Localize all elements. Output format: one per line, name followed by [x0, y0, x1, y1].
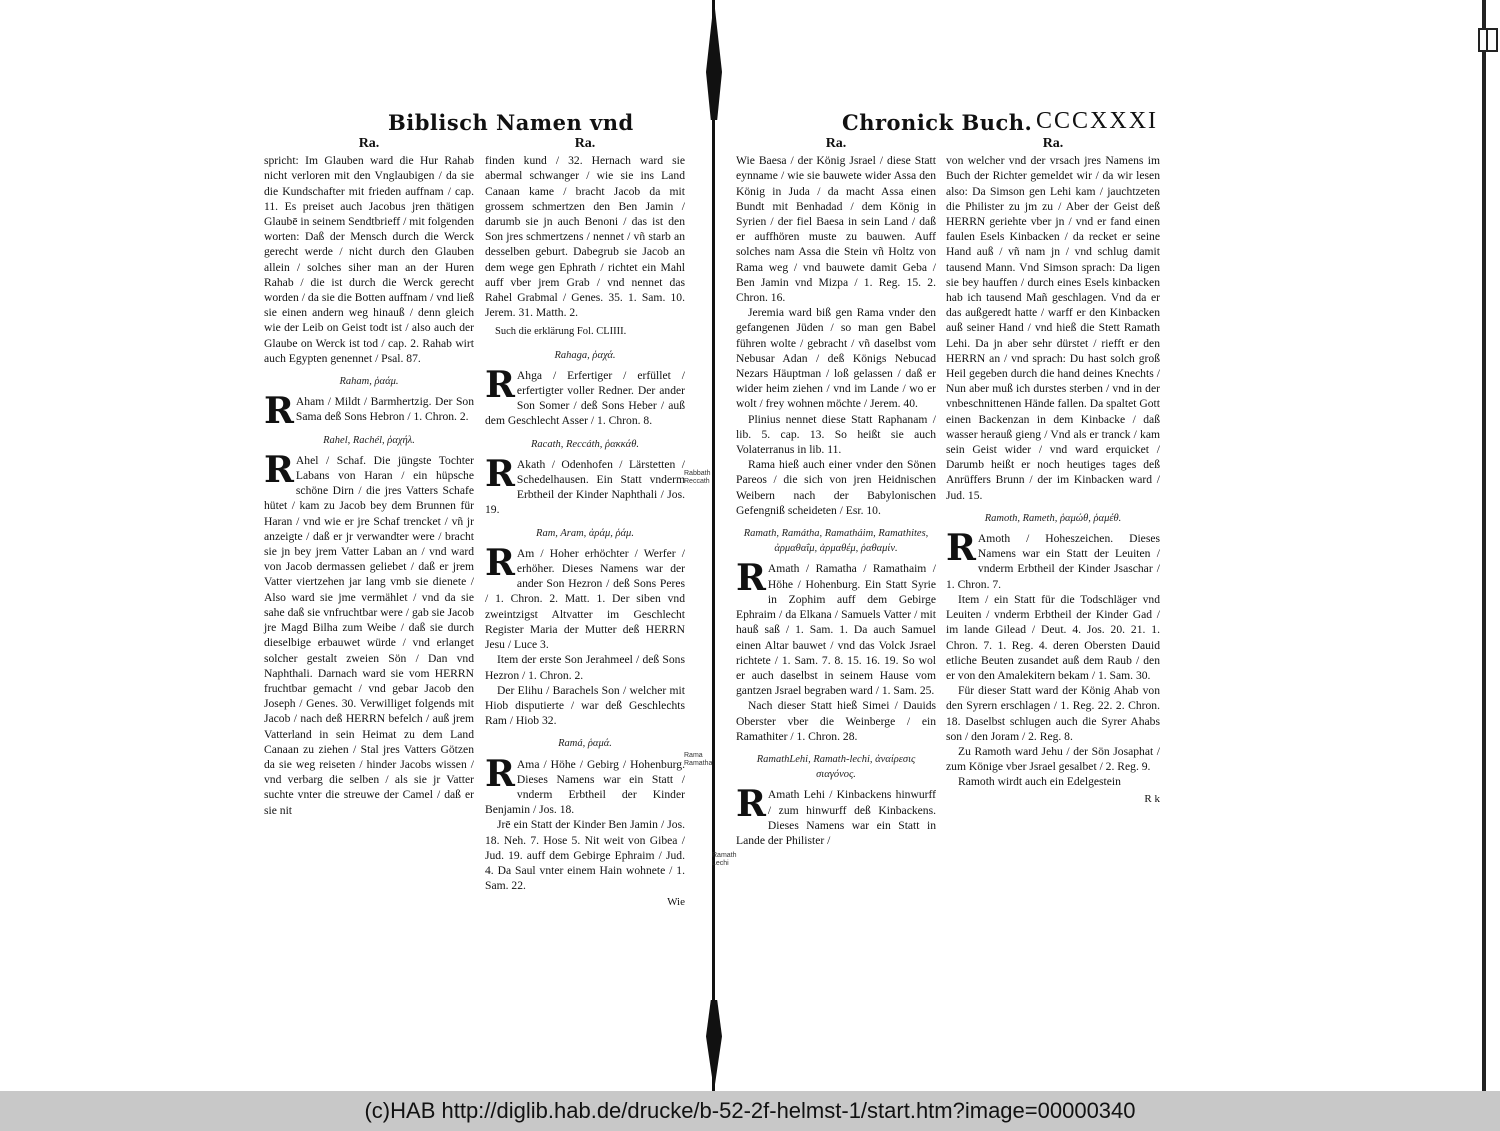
paragraph: von welcher vnd der vrsach jres Namens im Buch der Richter gemeldet wir / da wir lesen also: Da Simson gen Lehi kam / jauchtzeten die Philister zu jm zu / Aber der Geist deß HERRN geriehte vber jn / vnd er fand einen faulen Esels Kinbacken / da recket er seine Hand auß / vñ nam jn / vnd schlug damit tausend Mann. Vnd Simson sprach: Da ligen sie bey hauffen / durch eines Esels kinbacken hab ich tausend Mañ geschlagen. Vnd da er das außgeredt hatte / warff er den Kinbacken auß seiner Hand / vnd hieß die Stett Ramath Lehi. Da jn aber sehr dürstet / riefft er den HERRN an / vnd sprach: Du hast solch groß Heil gegeben durch die hand deines Knechts / Nun aber muß ich durstes sterben / vnd in der vnbeschnittenen Hände fallen. Da spaltet Gott einen Backenzan in dem Kinbacke / daß wasser herauß gieng / Vnd als er tranck / kam sein Geist wider / vnd ward erquicket / Darumb heißt er noch heutiges tages deß Anrüffers Brunn / der im Kinbacken ward / Jud. 15. — [946, 154, 1160, 502]
entry-text: R Amath Lehi / Kinbackens hinwurff / zum hinwurff deß Kinbackens. Dieses Namens war ein Statt in Lande der Philister / — [736, 783, 936, 847]
drop-cap: R — [736, 557, 766, 600]
paragraph: spricht: Im Glauben ward die Hur Rahab nicht verloren mit den Vnglaubigen / da sie die Kundschafter mit frieden auffnam / cap. 11. Es preiset auch Jacobus jren thätigen Glaubē in seinem Sendtbrieff / mit folgenden worten: Daß der Mensch durch die Werck gerecht werde / nicht durch den Glauben allein / solches siher man an der Huren Rahab / die ist durch die Werck gerecht worden / da sie die Botten auffnam / vnd ließ sie einen andern weg hinauß / denn gleich wie der Leib on Geist todt ist / also auch der Glaube on Werck ist tod / cap. 2. Rahab wirt auch Egypten genennet / Psal. 87. — [264, 154, 474, 365]
footer-url-text: (c)HAB http://diglib.hab.de/drucke/b-52-2f-helmst-1/start.htm?image=00000340 — [364, 1098, 1136, 1123]
paragraph: Plinius nennet diese Statt Raphanam / lib. 5. cap. 13. So heißt sie auch Volaterranus in lib. 11. — [736, 412, 936, 457]
column-head: Ra. — [574, 136, 596, 151]
folio-number: CCCXXXI — [1036, 108, 1159, 134]
entry-title: Ramoth, Rameth, ῥαμώθ, ῥαμέθ. — [984, 512, 1122, 524]
column-2 — [485, 136, 685, 911]
margin-note: Rama Ramatha — [684, 752, 713, 767]
paragraph: Nach dieser Statt hieß Simei / Dauids Oberster vber die Weinberge / ein Ramathiter / 1. Chron. 28. — [736, 699, 936, 743]
margin-note: Ramath Lechi — [712, 852, 737, 867]
paragraph: Zu Ramoth ward Jehu / der Sön Josaphat / zum Könige vber Jsrael gesalbet / 2. Reg. 9. — [946, 744, 1160, 774]
paragraph: Rama hieß auch einer vnder den Sönen Pareos / die sich von jren Heidnischen Weibern nach der Babylonischen Gefengniß scheideten / Esr. 10. — [736, 458, 936, 517]
entry-title: RamathLehi, Ramath-lechi, ἀναίρεσις σιαγόνος. — [756, 753, 916, 781]
cross-reference: Such die erklärung Fol. CLIIII. — [495, 326, 627, 338]
entry-text: R Ahga / Erfertiger / erfüllet / erfertigter voller Redner. Der ander Son Somer / deß Sons Heber / auß dem Geschlecht Asser / 1. Chron. 8. — [485, 363, 685, 428]
drop-cap: R — [264, 390, 294, 433]
entry-title: Ramath, Ramátha, Ramatháim, Ramathites, ἀρμαθαΐμ, ἀρμαθέμ, ῥαθαμίν. — [743, 528, 929, 555]
paragraph: Ramoth wirdt auch ein Edelgestein — [958, 775, 1121, 789]
paragraph: Jrē ein Statt der Kinder Ben Jamin / Jos. 18. Neh. 7. Hose 5. Nit weit von Gibea / Jud. 19. auff dem Gebirge Ephraim / Jud. 4. Da Saul vnter einem Hain wohnete / 1. Sam. 22. — [485, 818, 685, 893]
column-3 — [736, 136, 936, 848]
entry-text: R Ahel / Schaf. Die jüngste Tochter Labans von Haran / ein hüpsche schöne Dirn / die jres Vatters Schafe hütet / kam zu Jacob bey dem Brunnen für Haran / vnd wie er jre Schaf trencket / vñ jr anzeigte / daß er jr verwandter were / bracht sie jn bey jrem Vatter Laban an / vnd ward von Jacob dermassen geliebet / daß er jrem Vatter viertzehen jar lang vmb sie dienete / Also ward sie jme vermählet / vnd da sie sahe daß sie vnfruchtbar were / gab sie Jacob jre Magd Bilha zum Weibe / daß sie durch dieselbige erbauwet würde / vnd erlanget solcher gestalt zweien Sön / Dan vnd Naphthali. Darnach ward sie vom HERRN fruchtbar gemacht / vnd gebar Jacob den Joseph / Genes. 30. Verwilliget folgends mit Jacob / nach deß HERRN befelch / auß jrem Vatterland in sein Heimat zu dem Land Canaan zu ziehen / Stal jres Vatters Götzen da sie weg reiseten / hinder Jacobs wissen / vnd verbarg die selben / als sie jr Vatter suchte vnter die streuwe der Camel / daß er sie nit — [264, 448, 474, 817]
drop-cap: R — [736, 783, 766, 826]
paragraph: Der Elihu / Barachels Son / welcher mit Hiob disputierte / war deß Geschlechts Ram / Hiob 32. — [485, 683, 685, 728]
entry-title: Racath, Reccáth, ῥακκάθ. — [531, 438, 639, 450]
margin-note: Rabbath Reccath — [684, 470, 711, 485]
drop-cap: R — [485, 363, 515, 406]
paragraph: Jeremia ward biß gen Rama vnder den gefangenen Jüden / so man gen Babel führen wolte / gebracht / vñ daselbst vom Nebusar Adan / deß Königs Nebucad Nezars Häuptman / loß gelassen / daß er wider heim ziehen / vnd im Lande / wo er wolt / frey wohnen möchte / Jerem. 40. — [736, 306, 936, 411]
entry-text: R Amoth / Hoheszeichen. Dieses Namens war ein Statt der Leuiten / vnderm Erbtheil der Kinder Jsaschar / 1. Chron. 7. — [946, 527, 1160, 591]
column-4 — [946, 136, 1160, 807]
drop-cap: R — [485, 752, 515, 795]
running-head-left: Biblisch Namen vnd — [388, 110, 634, 135]
page-edge — [1482, 0, 1486, 1091]
entry-title: Rahel, Rachél, ῥαχήλ. — [323, 434, 415, 446]
entry-title: Raham, ῥαάμ. — [339, 376, 399, 388]
entry-text: R Ama / Höhe / Gebirg / Hohenburg. Dieses Namens war ein Statt / vnderm Erbtheil der Kinder Benjamin / Jos. 18. — [485, 752, 685, 817]
drop-cap: R — [485, 541, 515, 584]
copyright-footer — [0, 1091, 1500, 1131]
paragraph: Item der erste Son Jerahmeel / deß Sons Hezron / 1. Chron. 2. — [485, 653, 685, 682]
paragraph: finden kund / 32. Hernach ward sie abermal schwanger / wie sie ins Land Canaan kame / bracht Jacob da mit grossem schmertzen den Ben Jamin / darumb sie jn auch Benoni / das ist den Son jres schmertzens / nennet / vñ starb an desselben geburt. Dabegrub sie Jacob an dem wege gen Ephrath / richtet ein Mahl auff vber jrem Grab / vnd nennet das Rahel Grabmal / Genes. 35. 1. Sam. 10. Jerem. 31. Matth. 2. — [485, 154, 685, 320]
paragraph: Wie Baesa / der König Jsrael / diese Statt eynname / wie sie bauwete wider Assa den König in Juda / da macht Assa einen Bundt mit Benhadad / dem König in Syrien / der fiel Baesa in sein Land / daß er auffhören muste zu bauwen. Auff solches nam Assa die Stein vñ Holtz von Rama weg / vnd bauwete damit Geba / Ben Jamin vnd Mizpa / 1. Reg. 15. 2. Chron. 16. — [736, 154, 936, 305]
page-corner-mark — [1478, 28, 1498, 52]
entry-title: Ramá, ῥαμά. — [558, 738, 612, 750]
catchword: Wie — [667, 896, 685, 909]
paragraph: Für dieser Statt ward der König Ahab von den Syrern erschlagen / 1. Reg. 22. 2. Chron. 18. Daselbst schlugen auch die Syrer Ahabs son / den Joram / 2. Reg. 8. — [946, 684, 1160, 743]
signature-mark: R k — [1144, 792, 1160, 805]
entry-title: Ram, Aram, ἀράμ, ῥάμ. — [536, 527, 634, 539]
drop-cap: R — [485, 452, 515, 495]
entry-text: R Amath / Ramatha / Ramathaim / Höhe / Hohenburg. Ein Statt Syrie in Zophim auff dem Gebirge Ephraim / da Elkana / Samuels Vatter / mit hauß saß / 1. Sam. 1. Da auch Samuel einen Altar bauwet / vnd das Volck Jsrael richtete / 1. Sam. 7. 8. 15. 16. 19. So wol er auch daselbst in seinem Hause vom gantzen Jsrael begraben ward / 1. Sam. 25. — [736, 557, 936, 698]
entry-text: R Aham / Mildt / Barmhertzig. Der Son Sama deß Sons Hebron / 1. Chron. 2. — [264, 390, 474, 433]
running-head-right: Chronick Buch. — [842, 110, 1033, 135]
entry-title: Rahaga, ῥαχά. — [554, 349, 616, 361]
column-head: Ra. — [1042, 136, 1064, 151]
drop-cap: R — [264, 448, 294, 491]
column-head: Ra. — [358, 136, 380, 151]
column-head: Ra. — [825, 136, 847, 151]
entry-text: R Akath / Odenhofen / Lärstetten / Schedelhausen. Ein Statt vnderm Erbtheil der Kinder Naphthali / Jos. 19. — [485, 452, 685, 517]
entry-text: R Am / Hoher erhöchter / Werfer / erhöher. Dieses Namens war der ander Son Hezron / deß Sons Peres / 1. Chron. 2. Matt. 1. Der siben vnd zweintzigst Altvatter im Geschlecht Register Maria der Mutter deß HERRN Jesu / Luce 3. — [485, 541, 685, 652]
column-1 — [264, 136, 474, 818]
drop-cap: R — [946, 527, 976, 570]
paragraph: Item / ein Statt für die Todschläger vnd Leuiten / vnderm Erbtheil der Kinder Gad / im lande Gilead / Deut. 4. Jos. 20. 21. 1. Chron. 7. 1. Reg. 4. deren Obersten Dauid etliche Beuten zusandet auß dem Raub / den er von den Amalekitern bekam / 1. Sam. 30. — [946, 592, 1160, 682]
book-gutter — [700, 0, 728, 1091]
